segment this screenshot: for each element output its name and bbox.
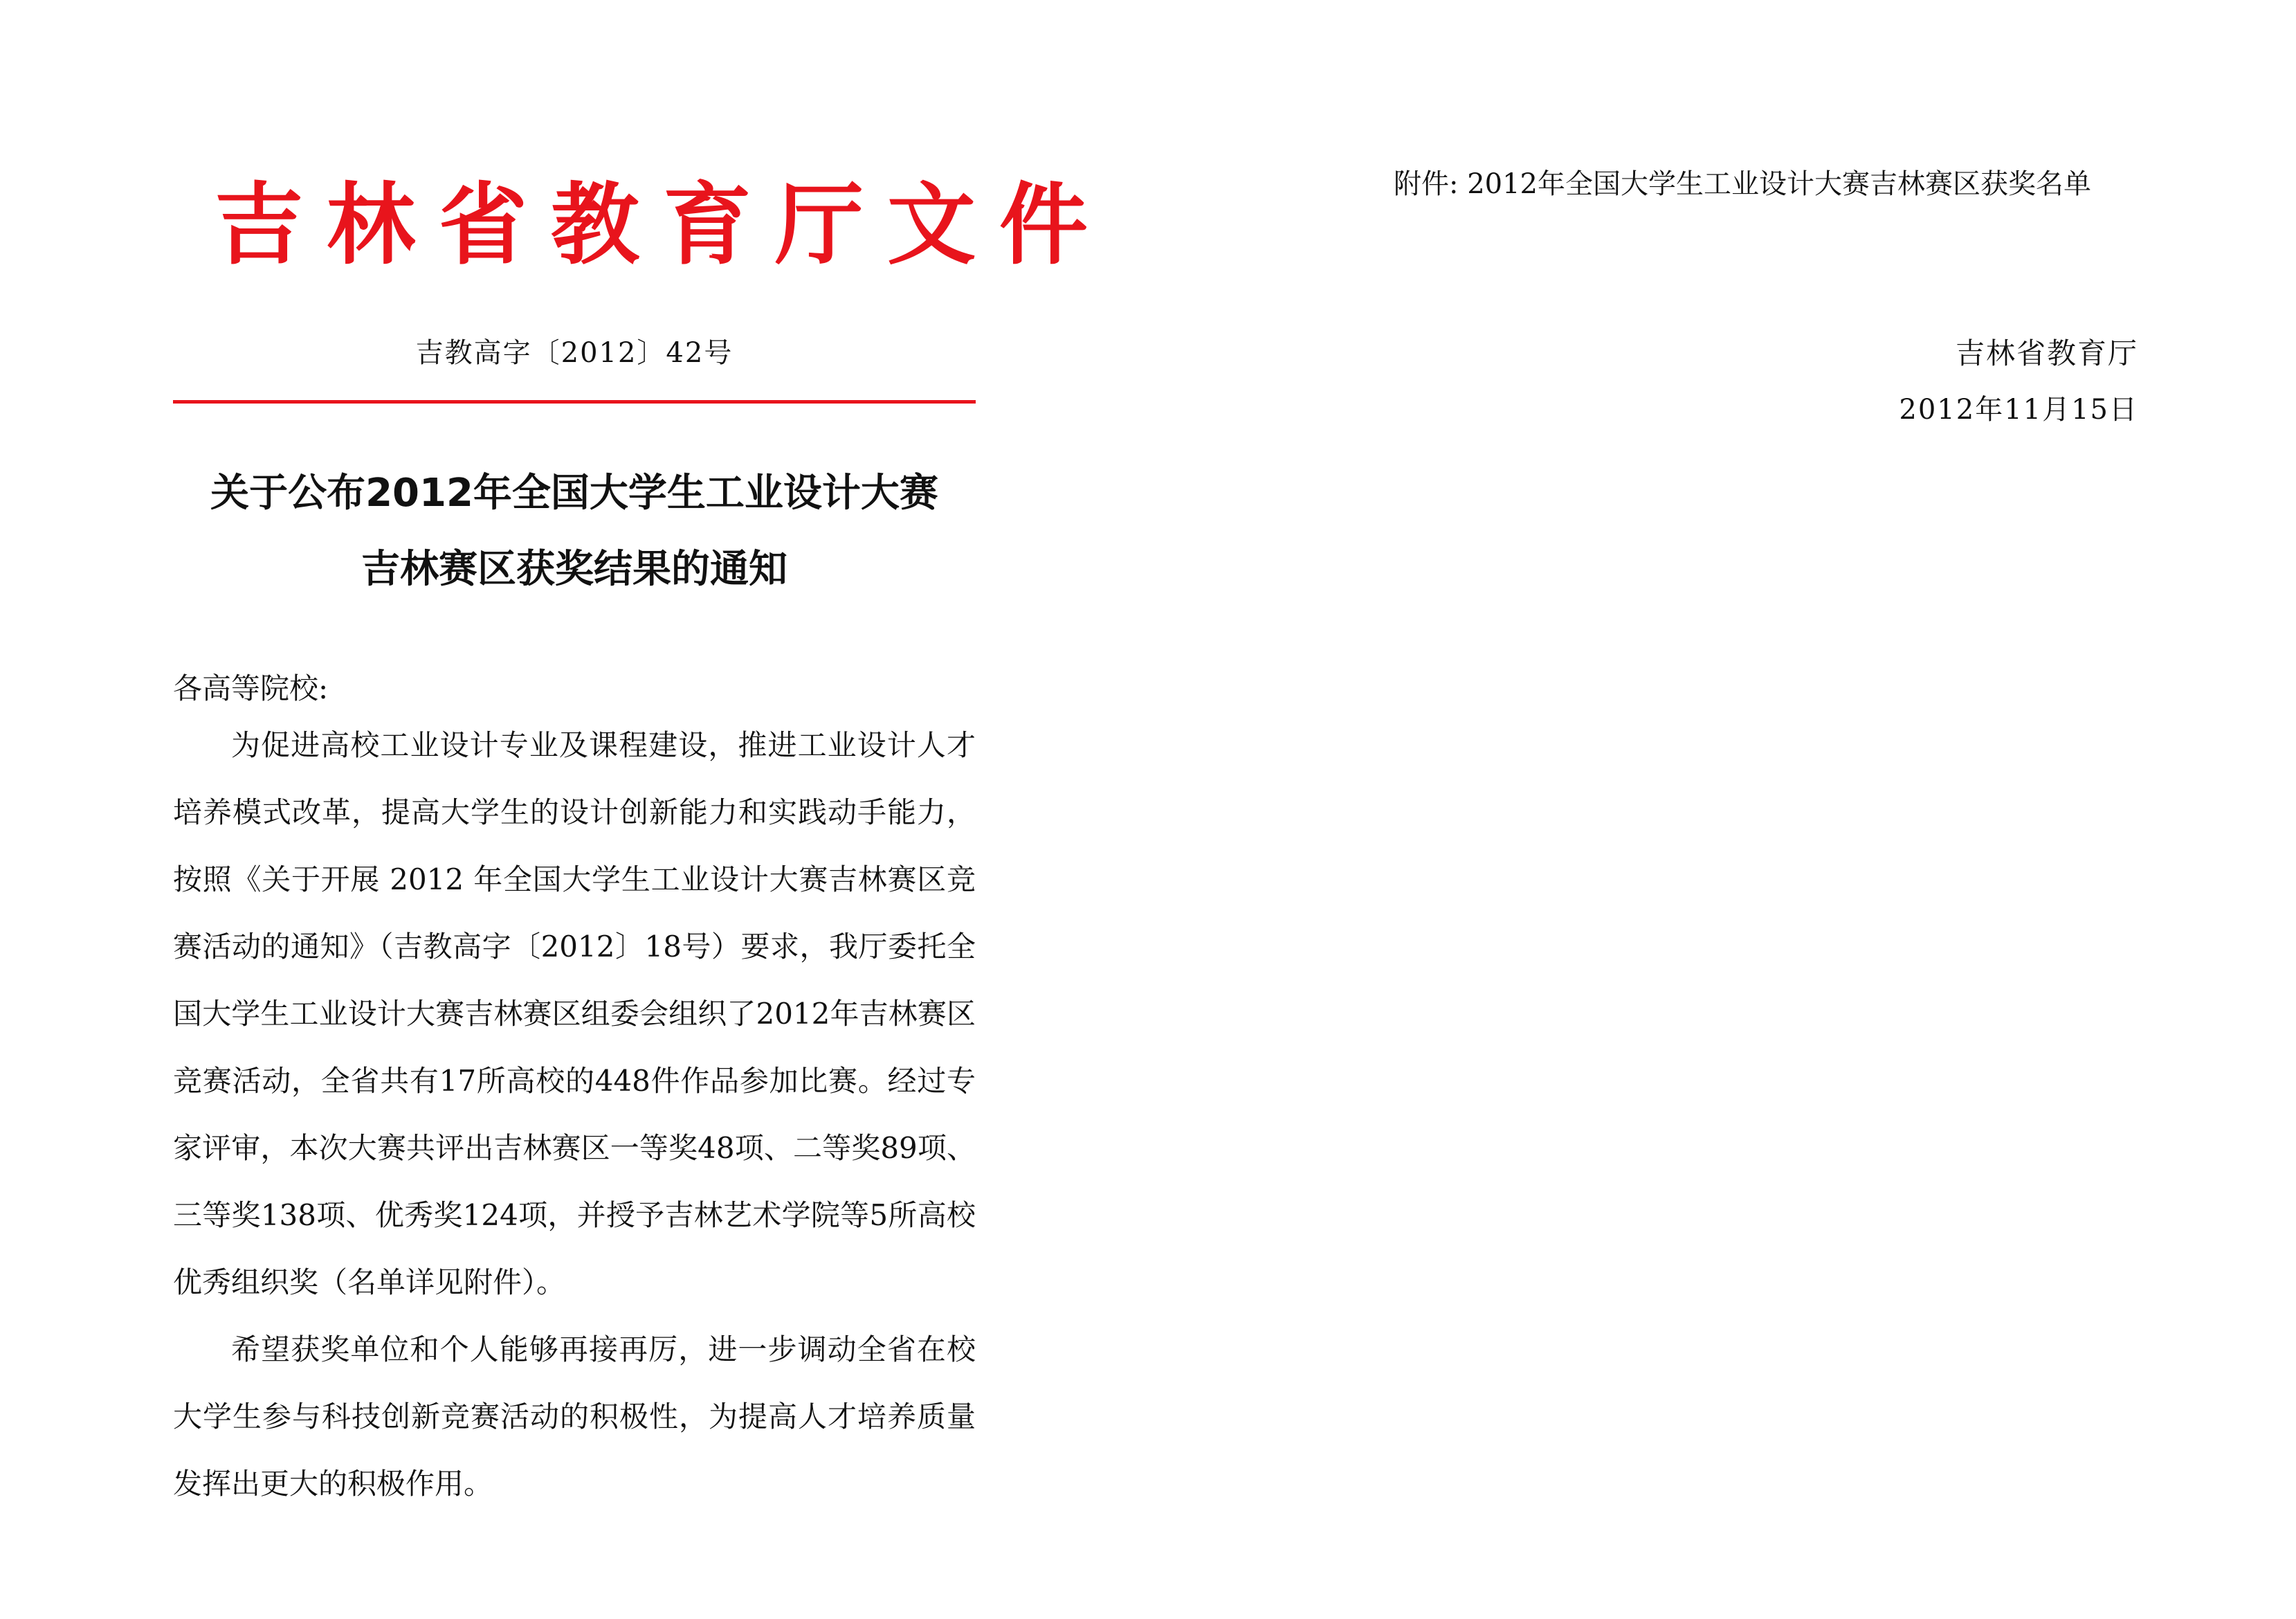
document-masthead: 吉林省教育厅文件 [215,174,1112,277]
salutation: 各高等院校: [173,671,329,705]
red-divider [173,400,976,404]
document-number: 吉教高字〔2012〕42号 [415,337,734,369]
notice-body [173,712,976,1517]
attachment-note: 附件: 2012年全国大学生工业设计大赛吉林赛区获奖名单 [1394,168,2091,200]
body-paragraph: 希望获奖单位和个人能够再接再厉，进一步调动全省在校大学生参与科技创新竞赛活动的积极性，为提高人才培养质量发挥出更大的积极作用。 [173,1332,976,1501]
body-paragraph: 为促进高校工业设计专业及课程建设，推进工业设计人才培养模式改革，提高大学生的设计创新能力和实践动手能力，按照《关于开展 2012 年全国大学生工业设计大赛吉林赛区竞赛活动的通知》（吉教高字〔2012〕18号）要求，我厅委托全国大学生工业设计大赛吉林赛区组委会组织了2012年吉林赛区竞赛活动，全省共有17所高校的448件作品参加比赛。经过专家评审，本次大赛共评出吉林赛区一等奖48项、二等奖89项、三等奖138项、优秀奖124项，并授予吉林艺术学院等5所高校优秀组织奖（名单详见附件）。 [173,728,976,1299]
notice-title-line-2: 吉林赛区获奖结果的通知 [361,547,787,592]
notice-title-line-1: 关于公布2012年全国大学生工业设计大赛 [210,471,938,516]
issuing-authority: 吉林省教育厅 [1955,336,2138,370]
issue-date: 2012年11月15日 [1899,394,2138,426]
